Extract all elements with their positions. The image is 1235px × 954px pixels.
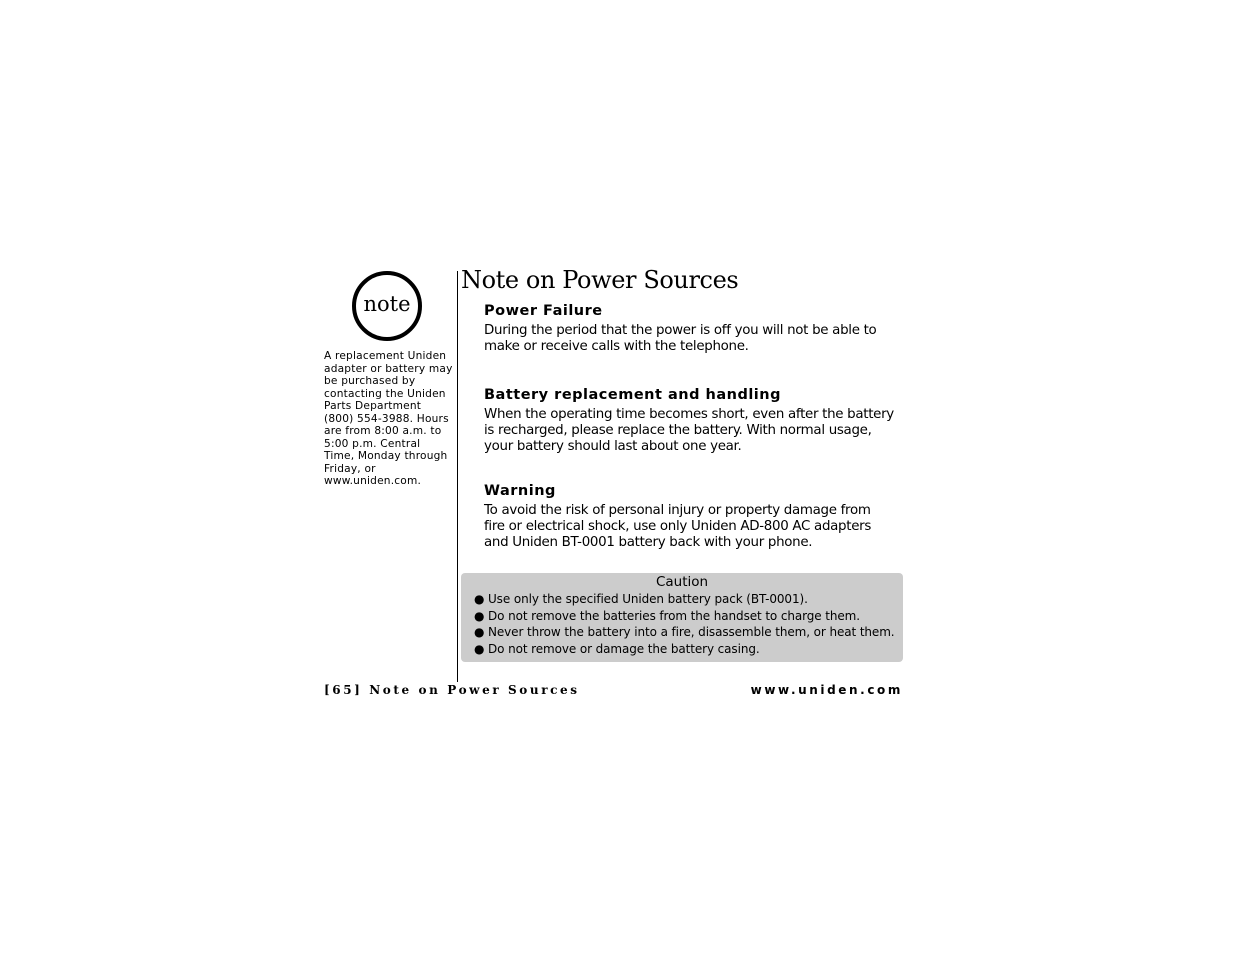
caution-title: Caution <box>655 574 709 590</box>
section-body: When the operating time becomes short, even after the battery is recharged, please replace the battery. With normal usage, your battery should last about one year. <box>484 407 894 454</box>
section-heading: Warning <box>484 483 556 499</box>
caution-item-text: Do not remove or damage the battery casing. <box>488 642 760 657</box>
footer-website: www.uniden.com <box>750 683 903 697</box>
list-item <box>474 624 895 641</box>
section-warning <box>484 482 906 551</box>
page-title: Note on Power Sources <box>461 266 739 294</box>
list-item <box>474 641 895 658</box>
section-power-failure <box>484 302 906 356</box>
caution-item-text: Do not remove the batteries from the handset to charge them. <box>488 608 860 623</box>
caution-list <box>474 591 895 658</box>
footer-page-label: [65] Note on Power Sources <box>324 683 580 697</box>
bullet-icon: ● <box>474 642 485 657</box>
bullet-icon: ● <box>474 625 485 640</box>
note-icon <box>352 271 422 341</box>
vertical-divider <box>457 271 458 682</box>
section-body: To avoid the risk of personal injury or property damage from fire or electrical shock, use only Uniden AD-800 AC adapters and Uniden BT-0001 battery back with your phone. <box>484 503 872 550</box>
caution-box <box>461 573 903 662</box>
bullet-icon: ● <box>474 608 485 623</box>
sidebar-note-text: A replacement Uniden adapter or battery may be purchased by contacting the Uniden Parts Department (800) 554-3988. Hours are from 8:00 a.m. to 5:00 p.m. Central Time, Monday through Friday, or www.uniden.com. <box>324 350 453 487</box>
bullet-icon: ● <box>474 592 485 606</box>
note-icon-label: note <box>363 292 411 316</box>
list-item <box>474 608 895 625</box>
section-heading: Power Failure <box>484 303 603 319</box>
caution-item-text: Use only the specified Uniden battery pack (BT-0001). <box>488 592 808 606</box>
list-item <box>474 591 895 608</box>
caution-item-text: Never throw the battery into a fire, disassemble them, or heat them. <box>488 625 895 640</box>
section-body: During the period that the power is off you will not be able to make or receive calls with the telephone. <box>484 323 877 355</box>
section-heading: Battery replacement and handling <box>484 387 781 403</box>
section-battery-replacement <box>484 386 906 455</box>
